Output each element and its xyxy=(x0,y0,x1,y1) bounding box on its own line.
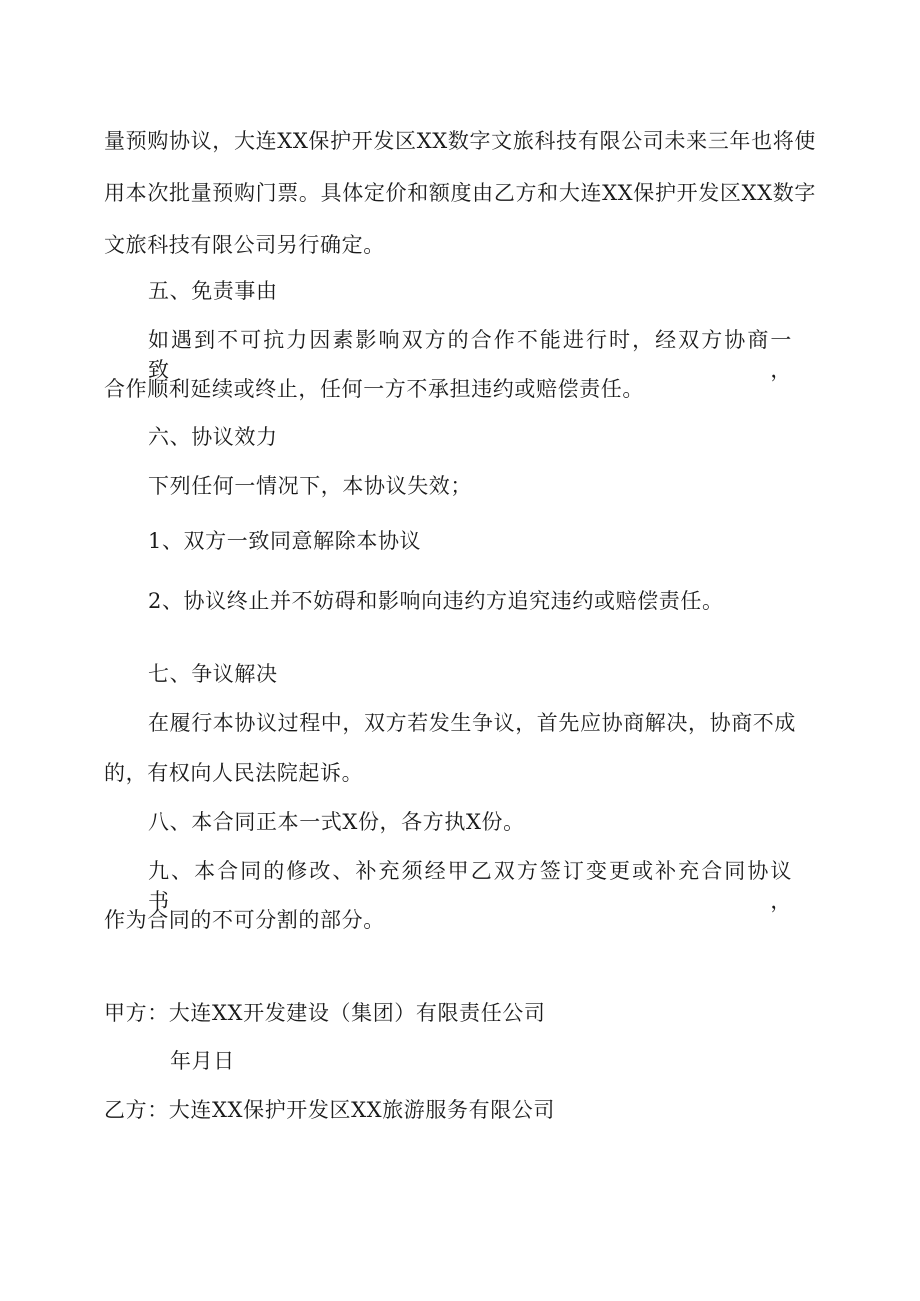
section-heading-dispute: 七、争议解决 xyxy=(148,662,278,686)
clause-copies: 八、本合同正本一式X份，各方执X份。 xyxy=(148,810,525,834)
body-line: 量预购协议，大连XX保护开发区XX数字文旅科技有限公司未来三年也将使 xyxy=(104,129,816,153)
list-item-1: 1、双方一致同意解除本协议 xyxy=(148,529,422,553)
list-item-2: 2、协议终止并不妨碍和影响向违约方追究违约或赔偿责任。 xyxy=(148,589,724,613)
body-line: 如遇到不可抗力因素影响双方的合作不能进行时，经双方协商一致， xyxy=(148,328,792,382)
body-line: 的，有权向人民法院起诉。 xyxy=(104,761,364,785)
party-b-signature: 乙方：大连XX保护开发区XX旅游服务有限公司 xyxy=(104,1098,555,1122)
body-line: 用本次批量预购门票。具体定价和额度由乙方和大连XX保护开发区XX数字 xyxy=(104,181,816,205)
body-line: 作为合同的不可分割的部分。 xyxy=(104,908,385,932)
section-heading-disclaimer: 五、免责事由 xyxy=(148,279,278,303)
body-line: 下列任何一情况下，本协议失效； xyxy=(148,474,472,498)
clause-amendment: 九、本合同的修改、补充须经甲乙双方签订变更或补充合同协议书， xyxy=(148,859,792,913)
section-heading-validity: 六、协议效力 xyxy=(148,425,278,449)
date-line: 年月日 xyxy=(170,1049,235,1073)
body-line: 在履行本协议过程中，双方若发生争议，首先应协商解决，协商不成 xyxy=(148,711,796,735)
party-a-signature: 甲方：大连XX开发建设（集团）有限责任公司 xyxy=(104,1001,546,1025)
body-line: 文旅科技有限公司另行确定。 xyxy=(104,233,385,257)
body-line: 合作顺利延续或终止，任何一方不承担违约或赔偿责任。 xyxy=(104,377,644,401)
